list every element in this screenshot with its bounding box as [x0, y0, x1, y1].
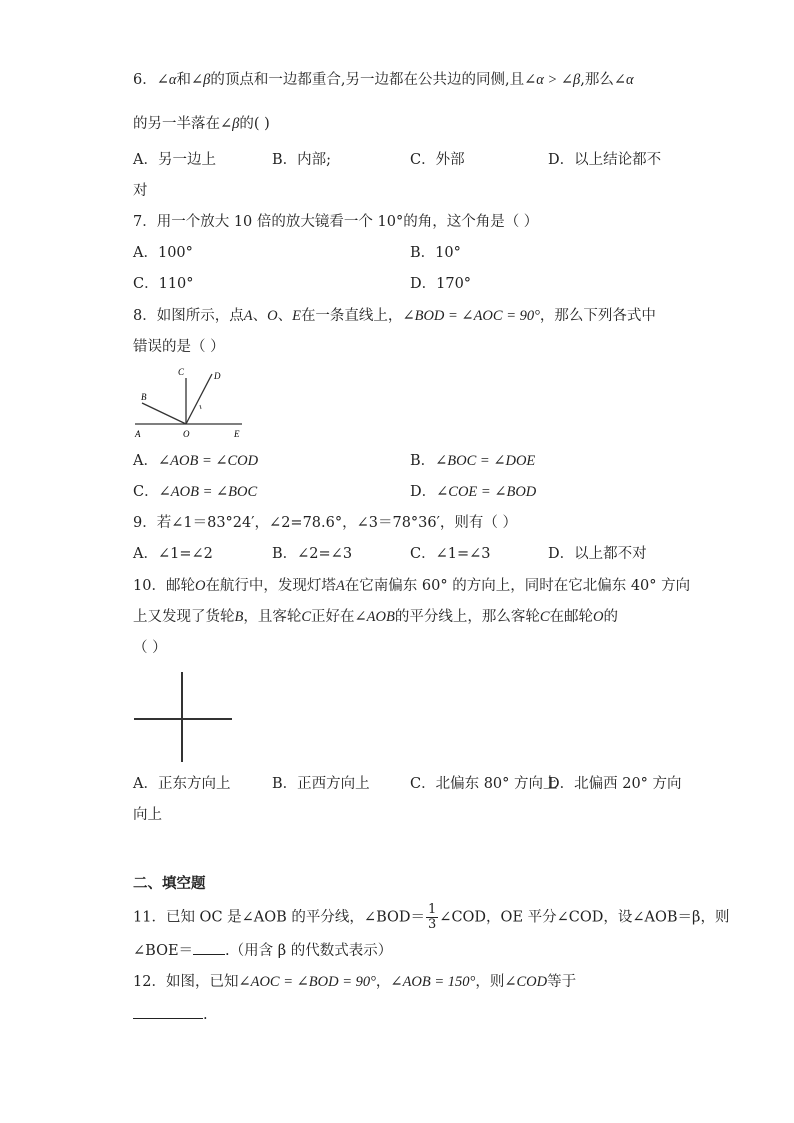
q6-option-b: B．内部; [272, 152, 332, 168]
q10-stem-line2: 上又发现了货轮B，且客轮C正好在∠AOB的平分线上，那么客轮C在邮轮O的 [133, 609, 619, 625]
q7-option-c: C．110° [133, 276, 194, 292]
q9-option-c: C．∠1=∠3 [410, 546, 491, 562]
q9-option-d: D．以上都不对 [548, 546, 647, 562]
q8-label-c: C [178, 367, 185, 377]
q8-stem-line1: 8．如图所示，点A、O、E在一条直线上，∠BOD = ∠AOC = 90°，那么下列各式中 [133, 308, 656, 324]
q7-option-a: A．100° [133, 245, 193, 261]
q10-compass-cross [132, 670, 236, 764]
section-title-fill-in: 二、填空题 [133, 876, 206, 892]
q9-option-b: B．∠2=∠3 [272, 546, 353, 562]
q9-option-a: A．∠1=∠2 [133, 546, 213, 562]
q11-stem-line2: ∠BOE＝ .（用含 β 的代数式表示） [133, 940, 392, 961]
q7-option-d: D．170° [410, 276, 472, 292]
q7-option-b: B．10° [410, 245, 461, 261]
q8-option-d: D．∠COE = ∠BOD [410, 484, 537, 500]
q8-option-a: A．∠AOB = ∠COD [133, 453, 259, 469]
q6-option-d: D．以上结论都不 [548, 152, 662, 168]
q8-label-b: B [141, 392, 147, 402]
q10-stem-line1: 10．邮轮O在航行中，发现灯塔A在它南偏东 60° 的方向上，同时在它北偏东 40° 方向 [133, 578, 691, 594]
q6-option-c: C．外部 [410, 152, 465, 168]
q8-stem-line2: 错误的是（ ） [133, 339, 225, 355]
q10-option-d: D．北偏西 20° 方向 [548, 776, 682, 792]
q12-answer-blank[interactable] [133, 1004, 203, 1019]
q11-answer-blank[interactable] [193, 940, 225, 955]
q9-stem: 9．若∠1＝83°24′，∠2=78.6°，∠3＝78°36′，则有（ ） [133, 515, 518, 531]
q10-stem-line3: （ ） [133, 640, 167, 656]
q10-option-b: B．正西方向上 [272, 776, 370, 792]
q10-option-c: C．北偏东 80° 方向上 [410, 776, 558, 792]
q6-option-d-wrap: 对 [133, 183, 148, 199]
q6-option-a: A．另一边上 [133, 152, 216, 168]
q12-stem-line2: . [133, 1004, 208, 1025]
q10-option-a: A．正东方向上 [133, 776, 231, 792]
q8-option-c: C．∠AOB = ∠BOC [133, 484, 258, 500]
q8-label-a: A [135, 429, 141, 439]
q10-option-d-wrap: 向上 [133, 807, 162, 823]
q8-figure [130, 362, 250, 442]
q6-line1: 6．∠α和∠β的顶点和一边都重合,另一边都在公共边的同侧,且∠α > ∠β,那么∠α [133, 72, 634, 88]
q6-line2: 的另一半落在∠β的( ) [133, 116, 270, 132]
q8-label-o: O [183, 429, 190, 439]
q11-stem-line1: 11．已知 OC 是∠AOB 的平分线，∠BOD＝ $\frac{1}{3}$ ∠COD，OE 平分∠COD，设∠AOB＝β，则 [133, 902, 730, 932]
q8-label-d: D [214, 371, 221, 381]
q8-option-b: B．∠BOC = ∠DOE [410, 453, 536, 469]
q8-label-e: E [234, 429, 240, 439]
q12-stem-line1: 12．如图，已知∠AOC = ∠BOD = 90°，∠AOB = 150°，则∠COD等于 [133, 974, 577, 990]
q7-stem: 7．用一个放大 10 倍的放大镜看一个 10°的角，这个角是（ ） [133, 214, 539, 230]
q11-fraction: $\frac{1}{3}$ [428, 902, 437, 932]
